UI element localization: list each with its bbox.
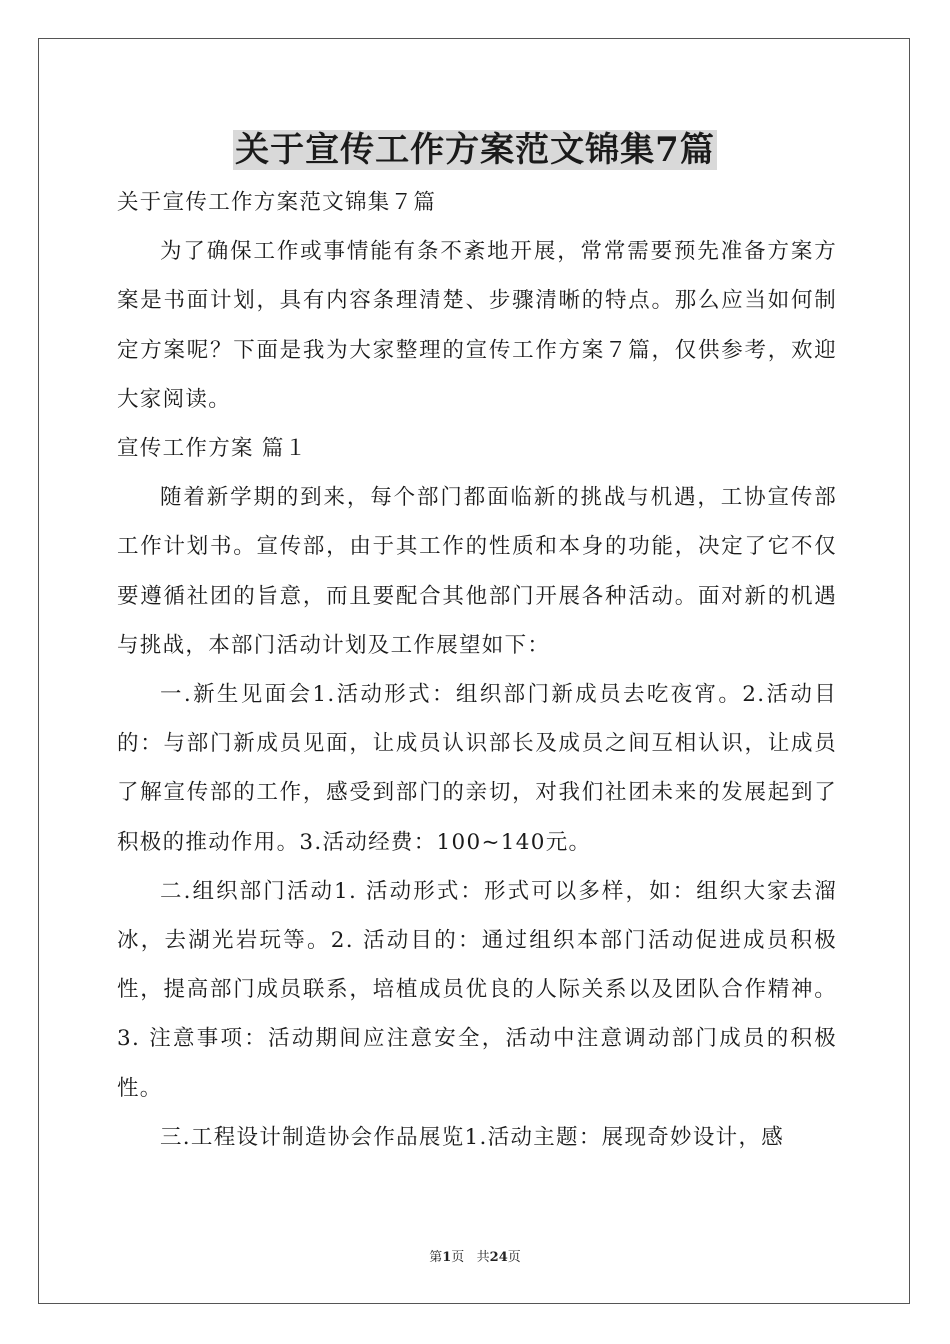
- document-title: [0, 124, 950, 176]
- footer-suffix: 页: [507, 1250, 521, 1265]
- document-body: [117, 178, 837, 1162]
- section-heading: 宣传工作方案 篇１: [117, 436, 308, 462]
- page-footer: [0, 1246, 950, 1265]
- footer-middle: 页 共: [451, 1250, 490, 1265]
- footer-prefix: 第: [429, 1250, 443, 1265]
- document-title-text: 关于宣传工作方案范文锦集7篇: [235, 130, 715, 170]
- body-paragraph: 三.工程设计制造协会作品展览1.活动主题：展现奇妙设计，感: [160, 1124, 785, 1150]
- footer-total-pages: 24: [489, 1250, 508, 1265]
- intro-paragraph: 为了确保工作或事情能有条不紊地开展，常常需要预先准备方案方案是书面计划，具有内容条理清楚、步骤清晰的特点。那么应当如何制定方案呢？下面是我为大家整理的宣传工作方案７篇，仅供参考，欢迎大家阅读。: [117, 239, 837, 412]
- body-paragraph: 一.新生见面会1.活动形式：组织部门新成员去吃夜宵。2.活动目的：与部门新成员见面，让成员认识部长及成员之间互相认识，让成员了解宣传部的工作，感受到部门的亲切，对我们社团未来的发展起到了积极的推动作用。3.活动经费：100~140元。: [117, 682, 837, 855]
- body-paragraph: 二.组织部门活动1. 活动形式：形式可以多样，如：组织大家去溜冰，去湖光岩玩等。2. 活动目的：通过组织本部门活动促进成员积极性，提高部门成员联系，培植成员优良的人际关系以及团队合作精神。3. 注意事项：活动期间应注意安全，活动中注意调动部门成员的积极性。: [117, 878, 837, 1101]
- footer-current-page: 1: [442, 1250, 452, 1265]
- body-paragraph: 随着新学期的到来，每个部门都面临新的挑战与机遇，工协宣传部工作计划书。宣传部，由于其工作的性质和本身的功能，决定了它不仅要遵循社团的旨意，而且要配合其他部门开展各种活动。面对新的机遇与挑战，本部门活动计划及工作展望如下：: [117, 485, 837, 658]
- document-subtitle: 关于宣传工作方案范文锦集７篇: [117, 190, 437, 215]
